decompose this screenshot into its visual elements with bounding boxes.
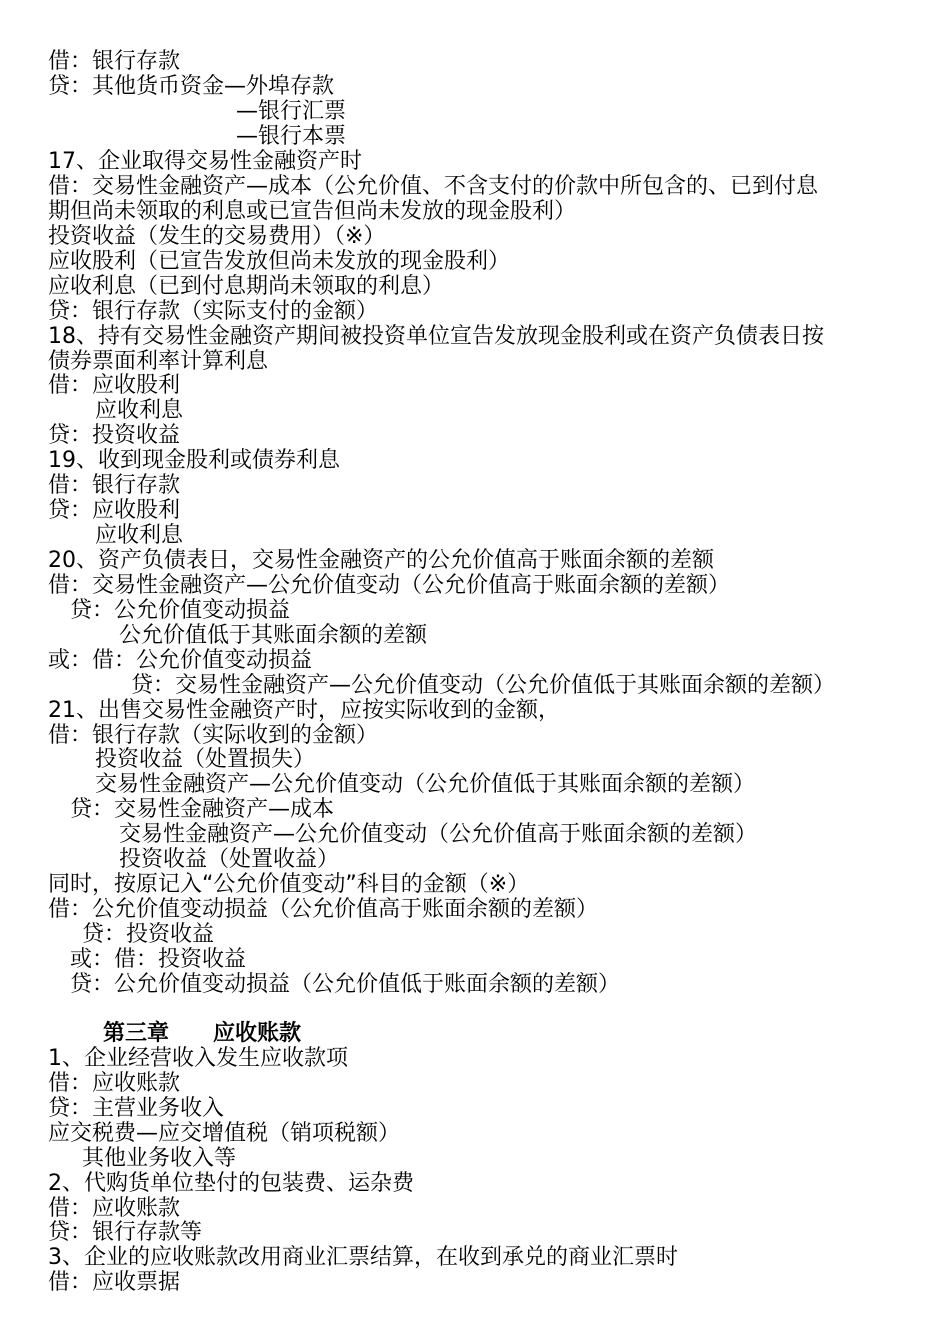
text-line: 借：交易性金融资产—成本（公允价值、不含支付的价款中所包含的、已到付息 [48, 174, 819, 199]
text-line: 2、代购货单位垫付的包装费、运杂费 [48, 1171, 414, 1196]
text-line: 18、持有交易性金融资产期间被投资单位宣告发放现金股利或在资产负债表日按 [48, 324, 824, 349]
text-line: 借：交易性金融资产—公允价值变动（公允价值高于账面余额的差额） [48, 573, 731, 598]
text-line: —银行本票 [236, 124, 347, 149]
text-line: 3、企业的应收账款改用商业汇票结算，在收到承兑的商业汇票时 [48, 1245, 678, 1270]
text-line: 借：应收票据 [48, 1270, 181, 1295]
text-line: 借：应收账款 [48, 1071, 181, 1096]
text-line: 或：借：投资收益 [70, 947, 247, 972]
text-line: 其他业务收入等 [82, 1146, 237, 1171]
text-line: 贷：投资收益 [82, 922, 215, 947]
text-line: 17、企业取得交易性金融资产时 [48, 149, 362, 174]
text-line: 借：公允价值变动损益（公允价值高于账面余额的差额） [48, 897, 599, 922]
text-line: 21、出售交易性金融资产时，应按实际收到的金额， [48, 698, 560, 723]
text-line: 借：银行存款 [48, 473, 181, 498]
text-line: 或：借：公允价值变动损益 [48, 648, 313, 673]
text-line: 交易性金融资产—公允价值变动（公允价值低于其账面余额的差额） [95, 772, 756, 797]
text-line: 公允价值低于其账面余额的差额 [119, 623, 428, 648]
text-line: 投资收益（发生的交易费用）（※） [48, 224, 386, 249]
text-line: 贷：公允价值变动损益 [70, 598, 291, 623]
text-line: 借：银行存款 [48, 49, 181, 74]
text-line: 借：银行存款（实际收到的金额） [48, 723, 379, 748]
text-line: 借：应收账款 [48, 1196, 181, 1221]
text-line: 应收利息 [95, 523, 184, 548]
text-line: 交易性金融资产—公允价值变动（公允价值高于账面余额的差额） [119, 822, 758, 847]
text-line: 贷：主营业务收入 [48, 1096, 225, 1121]
text-line: 贷：银行存款等 [48, 1220, 203, 1245]
text-line: 债券票面利率计算利息 [48, 349, 269, 374]
text-line: 贷：投资收益 [48, 423, 181, 448]
text-line: 贷：银行存款（实际支付的金额） [48, 299, 379, 324]
text-line: 应交税费—应交增值税（销项税额） [48, 1121, 401, 1146]
text-line: 投资收益（处置收益） [119, 847, 340, 872]
text-line: 应收股利（已宣告发放但尚未发放的现金股利） [48, 249, 511, 274]
chapter-heading: 第三章 应收账款 [103, 1021, 302, 1046]
text-line: 20、资产负债表日，交易性金融资产的公允价值高于账面余额的差额 [48, 548, 714, 573]
text-line: 贷：其他货币资金—外埠存款 [48, 74, 335, 99]
text-line: 期但尚未领取的利息或已宣告但尚未发放的现金股利） [48, 199, 577, 224]
text-line: 1、企业经营收入发生应收款项 [48, 1046, 348, 1071]
text-line: 贷：交易性金融资产—公允价值变动（公允价值低于其账面余额的差额） [131, 673, 836, 698]
text-line: 同时，按原记入“公允价值变动”科目的金额（※） [48, 872, 530, 897]
text-line: 贷：交易性金融资产—成本 [70, 797, 335, 822]
text-line: —银行汇票 [236, 99, 347, 124]
text-line: 贷：应收股利 [48, 498, 181, 523]
text-line: 应收利息（已到付息期尚未领取的利息） [48, 274, 445, 299]
text-line: 19、收到现金股利或债券利息 [48, 448, 340, 473]
text-line: 投资收益（处置损失） [95, 747, 316, 772]
text-line: 借：应收股利 [48, 373, 181, 398]
text-line: 贷：公允价值变动损益（公允价值低于账面余额的差额） [70, 972, 621, 997]
text-line: 应收利息 [95, 398, 184, 423]
